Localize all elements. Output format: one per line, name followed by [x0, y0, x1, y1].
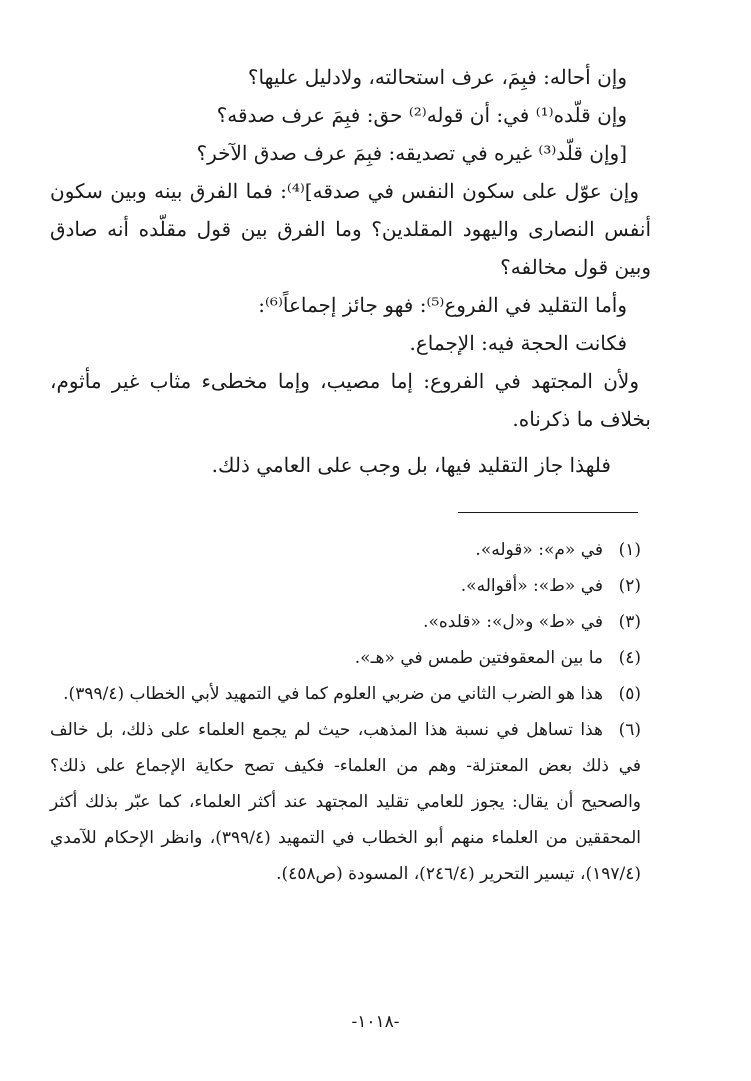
- main-line: ولأن المجتهد في الفروع: إما مصيب، وإما مخطىء مثاب غير مأثوم، بخلاف ما ذكرناه.: [50, 369, 651, 431]
- main-line: فكانت الحجة فيه: الإجماع.: [409, 331, 627, 355]
- footnote-text: هذا هو الضرب الثاني من ضربي العلوم كما في التمهيد لأبي الخطاب (٣٩٩/٤).: [63, 684, 603, 704]
- main-line: فلهذا جاز التقليد فيها، بل وجب على العامي ذلك.: [211, 453, 611, 477]
- footnote: [50, 640, 641, 676]
- footnote-text: ما بين المعقوفتين طمس في «هـ».: [354, 648, 603, 668]
- main-text: [50, 58, 651, 484]
- footnote: [50, 568, 641, 604]
- page-number: -١٠١٨-: [351, 1012, 400, 1032]
- footnote-number: (٤): [618, 648, 641, 668]
- footnote-number: (٦): [618, 720, 641, 740]
- footnote: [50, 604, 641, 640]
- main-line: وإن أحاله: فبِمَ، عرف استحالته، ولادليل عليها؟: [247, 65, 627, 89]
- footnote-text: في «ط» و«ل»: «قلده».: [423, 612, 603, 632]
- footnote: [50, 712, 641, 892]
- footnote-number: (٣): [618, 612, 641, 632]
- main-line: وإن قلّده⁽¹⁾ في: أن قوله⁽²⁾ حق: فبِمَ عرف صدقه؟: [216, 103, 627, 127]
- footnote-text: هذا تساهل في نسبة هذا المذهب، حيث لم يجمع العلماء على ذلك، بل خالف في ذلك بعض المعتزلة- وهم من العلماء- فكيف تصح حكاية الإجماع على ذلك؟ والصحيح أن يقال: يجوز للعامي تقليد المجتهد عند أكثر العلماء، كما عبّر بذلك أكثر المحققين من العلماء منهم أبو الخطاب في التمهيد (٣٩٩/٤)، وانظر الإحكام للآمدي (١٩٧/٤)، تيسير التحرير (٢٤٦/٤)، المسودة (ص٤٥٨).: [50, 720, 642, 884]
- footnotes: [50, 532, 641, 892]
- footnote: [50, 532, 641, 568]
- main-line: وأما التقليد في الفروع⁽⁵⁾: فهو جائز إجماعاً⁽⁶⁾:: [258, 293, 627, 317]
- footnote-number: (١): [618, 540, 641, 560]
- footnote-text: في «ط»: «أقواله».: [460, 576, 603, 596]
- footnote-number: (٢): [618, 576, 641, 596]
- main-line: وإن عوّل على سكون النفس في صدقه]⁽⁴⁾: فما الفرق بينه وبين سكون أنفس النصارى واليهود المقلدين؟ وما الفرق بين قول مقلّده أنه صادق وبين قول مخالفه؟: [50, 179, 651, 279]
- footnote-separator: [458, 512, 638, 513]
- footnote-number: (٥): [618, 684, 641, 704]
- footnote-text: في «م»: «قوله».: [475, 540, 603, 560]
- main-line: [وإن قلّد⁽³⁾ غيره في تصديقه: فبِمَ عرف صدق الآخر؟: [196, 141, 627, 165]
- footnote: [50, 676, 641, 712]
